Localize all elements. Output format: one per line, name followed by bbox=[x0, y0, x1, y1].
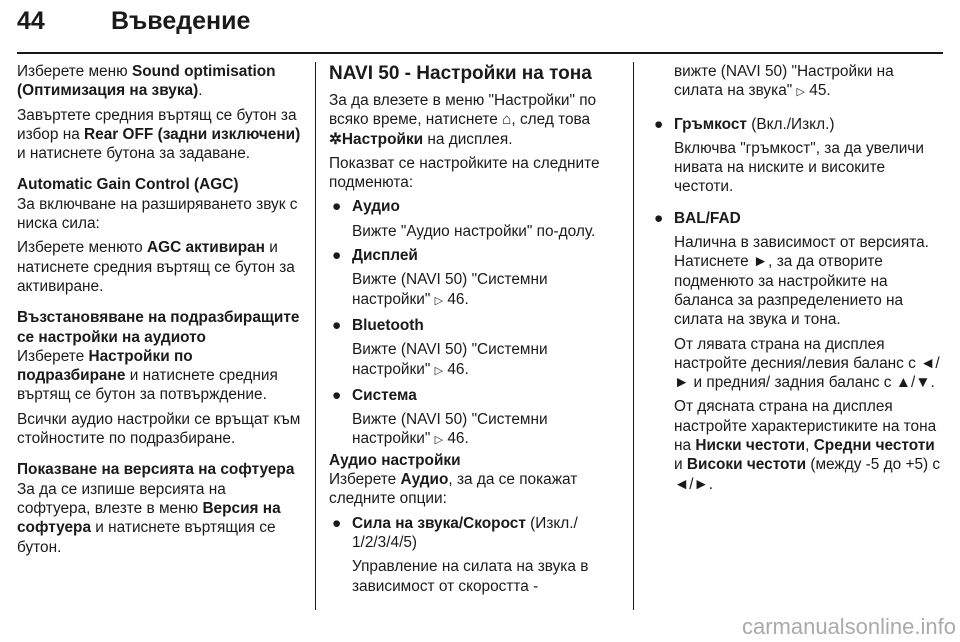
paragraph: За да влезете в меню "Настройки" по всяко време, натиснете ⌂, след това ✲Настройки на дисплея. bbox=[329, 92, 597, 148]
list-item bbox=[651, 209, 946, 494]
page-number: 44 bbox=[17, 7, 45, 35]
list-item-title: Дисплей bbox=[352, 247, 418, 265]
watermark: carmanualsonline.info bbox=[741, 614, 956, 639]
list-item bbox=[329, 246, 617, 311]
paragraph: Изберете менюто AGC активиран и натиснете средния въртящ се бутон за активиране. bbox=[17, 239, 295, 295]
bullet-icon: ● bbox=[332, 514, 342, 532]
bullet-icon: ● bbox=[332, 247, 342, 265]
chapter-title: Въведение bbox=[111, 7, 251, 35]
menu-name: AGC активиран bbox=[147, 239, 265, 257]
reference-arrow-icon: ▷ bbox=[796, 86, 805, 99]
home-icon: ⌂ bbox=[502, 111, 512, 129]
header-divider bbox=[17, 52, 943, 54]
reference-arrow-icon: ▷ bbox=[434, 294, 444, 307]
list-item bbox=[329, 386, 617, 451]
list-item bbox=[651, 115, 946, 197]
menu-name: Версия на софтуера bbox=[17, 499, 281, 537]
list-item-text: Вижте (NAVI 50) "Системни настройки" ▷ 46. bbox=[352, 411, 548, 448]
list-item bbox=[329, 514, 617, 596]
list-item-text: От дясната страна на дисплея настройте характеристиките на тона на Ниски честоти, Средни честоти и Високи честоти (между -5 до +5) с ◄/►. bbox=[674, 398, 941, 493]
paragraph: вижте (NAVI 50) "Настройки на силата на звука" ▷ 45. bbox=[674, 63, 894, 100]
menu-name: Аудио bbox=[400, 471, 449, 489]
menu-name: Настройки по подразбиране bbox=[17, 347, 193, 385]
list-item-text: От лявата страна на дисплея настройте десния/левия баланс с ◄/► и предния/ задния баланс с ▲/▼. bbox=[674, 335, 940, 392]
reference-arrow-icon: ▷ bbox=[434, 364, 444, 377]
list-item-title: Аудио bbox=[352, 198, 400, 216]
bullet-icon: ● bbox=[332, 198, 342, 216]
bullet-icon: ● bbox=[654, 209, 664, 227]
column-divider bbox=[633, 62, 634, 610]
column-1 bbox=[17, 62, 301, 557]
list-item-title: Сила на звука/Скорост (Изкл./ 1/2/3/4/5) bbox=[352, 514, 578, 551]
paragraph: За да се изпише версията на софтуера, влезте в меню Версия на софтуера и натиснете въртящия се бутон. bbox=[17, 480, 281, 556]
list-item bbox=[329, 197, 617, 241]
list-item-text: Налична в зависимост от версията. Натиснете ►, за да отворите подменюто за настройките на баланса за разпределението на силата на звука и тона. bbox=[674, 234, 929, 329]
list-item bbox=[329, 316, 617, 381]
bullet-icon: ● bbox=[654, 115, 664, 133]
column-2 bbox=[329, 62, 617, 596]
reference-arrow-icon: ▷ bbox=[434, 434, 444, 447]
page-header bbox=[17, 5, 943, 49]
bullet-icon: ● bbox=[332, 316, 342, 334]
page-reference: 45. bbox=[809, 82, 831, 100]
list-item-text: Вижте "Аудио настройки" по-долу. bbox=[352, 222, 596, 240]
page-reference: 46. bbox=[447, 290, 469, 308]
paragraph: Изберете меню Sound optimisation (Оптимизация на звука). bbox=[17, 63, 276, 100]
page-reference: 46. bbox=[447, 430, 469, 448]
paragraph: Изберете Настройки по подразбиране и натиснете средния въртящ се бутон за потвърждение. bbox=[17, 347, 278, 404]
list-item-title: Bluetooth bbox=[352, 316, 424, 334]
paragraph: Показват се настройките на следните подменюта: bbox=[329, 154, 600, 192]
list-item-text: Вижте (NAVI 50) "Системни настройки" ▷ 46. bbox=[352, 271, 548, 308]
section-heading: Automatic Gain Control (AGC) bbox=[17, 176, 239, 194]
paragraph: Завъртете средния въртящ се бутон за избор на Rear OFF (задни изключени) и натиснете бутона за задаване. bbox=[17, 106, 301, 163]
column-divider bbox=[315, 62, 316, 610]
paragraph: За включване на разширяването звук с ниска сила: bbox=[17, 195, 298, 233]
section-heading: Показване на версията на софтуера bbox=[17, 461, 295, 479]
menu-name: Sound optimisation (Оптимизация на звука) bbox=[17, 63, 276, 100]
page-reference: 46. bbox=[447, 360, 469, 378]
list-item-title: Система bbox=[352, 386, 417, 404]
paragraph: Всички аудио настройки се връщат към стойностите по подразбиране. bbox=[17, 410, 301, 448]
bullet-icon: ● bbox=[332, 386, 342, 404]
menu-name: Rear OFF (задни изключени) bbox=[84, 125, 301, 143]
list-item-text: Включва "гръмкост", за да увеличи нивата на ниските и високите честоти. bbox=[674, 139, 924, 196]
section-heading: Аудио настройки bbox=[329, 451, 461, 469]
menu-name: Настройки bbox=[341, 130, 424, 148]
list-item-text: Управление на силата на звука в зависимост от скоростта - bbox=[352, 558, 589, 595]
list-item-title: Гръмкост (Вкл./Изкл.) bbox=[674, 115, 835, 133]
paragraph: Изберете Аудио, за да се покажат следните опции: bbox=[329, 471, 578, 508]
section-heading: Възстановяване на подразбиращите се настройки на аудиото bbox=[17, 309, 300, 346]
list-item-title: BAL/FAD bbox=[674, 209, 741, 227]
column-3 bbox=[651, 62, 946, 494]
section-title: NAVI 50 - Настройки на тона bbox=[329, 63, 592, 84]
gear-icon: ✲ bbox=[329, 130, 342, 148]
list-item-text: Вижте (NAVI 50) "Системни настройки" ▷ 46. bbox=[352, 341, 548, 378]
